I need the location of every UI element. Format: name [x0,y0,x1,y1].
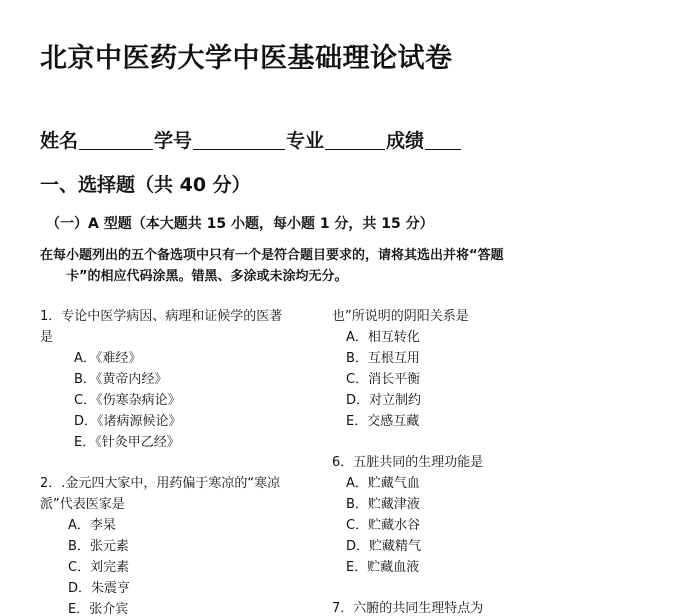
qcont-option-a[interactable]: A．相互转化 [346,330,420,345]
subsection-title: （一）A 型题（本大题共 15 小题，每小题 1 分，共 15 分） [46,216,434,232]
qcont-option-b[interactable]: B．互根互用 [346,351,420,366]
question-2-line-2: 派”代表医家是 [40,497,125,512]
q2-option-e[interactable]: E．张介宾 [68,602,129,616]
q2-option-b[interactable]: B．张元素 [68,539,129,554]
instruction-text [40,245,610,287]
q2-option-c[interactable]: C．刘完素 [68,560,130,575]
q1-option-c[interactable]: C．《伤寒杂病论》 [74,393,181,408]
q6-option-a[interactable]: A．贮藏气血 [346,476,420,491]
q6-option-e[interactable]: E．贮藏血液 [346,560,420,575]
major-blank[interactable] [325,131,385,150]
q2-option-a[interactable]: A．李杲 [68,518,116,533]
exam-title: 北京中医药大学中医基础理论试卷 [40,43,453,74]
qcont-option-c[interactable]: C．消长平衡 [346,372,421,387]
instruction-line-1: 在每小题列出的五个备选项中只有一个是符合题目要求的，请将其选出并将“答题 [40,248,504,263]
q6-option-c[interactable]: C．贮藏水谷 [346,518,421,533]
question-7-line-1: 7．六腑的共同生理特点为 [332,601,484,616]
q2-option-d[interactable]: D．朱震亨 [68,581,131,596]
question-cont-line-1: 也”所说明的阴阳关系是 [332,309,469,324]
name-label: 姓名 [40,130,79,152]
student-info-line [40,126,462,153]
q1-option-a[interactable]: A．《难经》 [74,351,142,366]
qcont-option-e[interactable]: E．交感互藏 [346,414,420,429]
q1-option-e[interactable]: E．《针灸甲乙经》 [74,435,180,450]
q6-option-b[interactable]: B．贮藏津液 [346,497,420,512]
section-title: 一、选择题（共 40 分） [40,174,251,196]
question-6-line-1: 6．五脏共同的生理功能是 [332,455,484,470]
score-label: 成绩 [386,130,425,152]
student-id-label: 学号 [154,130,193,152]
q1-option-d[interactable]: D．《诸病源候论》 [74,414,182,429]
question-1-line-1: 1．专论中医学病因、病理和证候学的医著 [40,309,283,324]
q1-option-b[interactable]: B．《黄帝内经》 [74,372,168,387]
student-id-blank[interactable] [193,131,285,150]
question-2-line-1: 2．.金元四大家中，用药偏于寒凉的“寒凉 [40,476,281,491]
question-1-line-2: 是 [40,330,54,345]
instruction-line-2: 卡”的相应代码涂黑。错黑、多涂或未涂均无分。 [66,269,348,284]
name-blank[interactable] [79,131,153,150]
major-label: 专业 [286,130,325,152]
score-blank[interactable] [425,131,461,150]
qcont-option-d[interactable]: D．对立制约 [346,393,422,408]
q6-option-d[interactable]: D．贮藏精气 [346,539,422,554]
